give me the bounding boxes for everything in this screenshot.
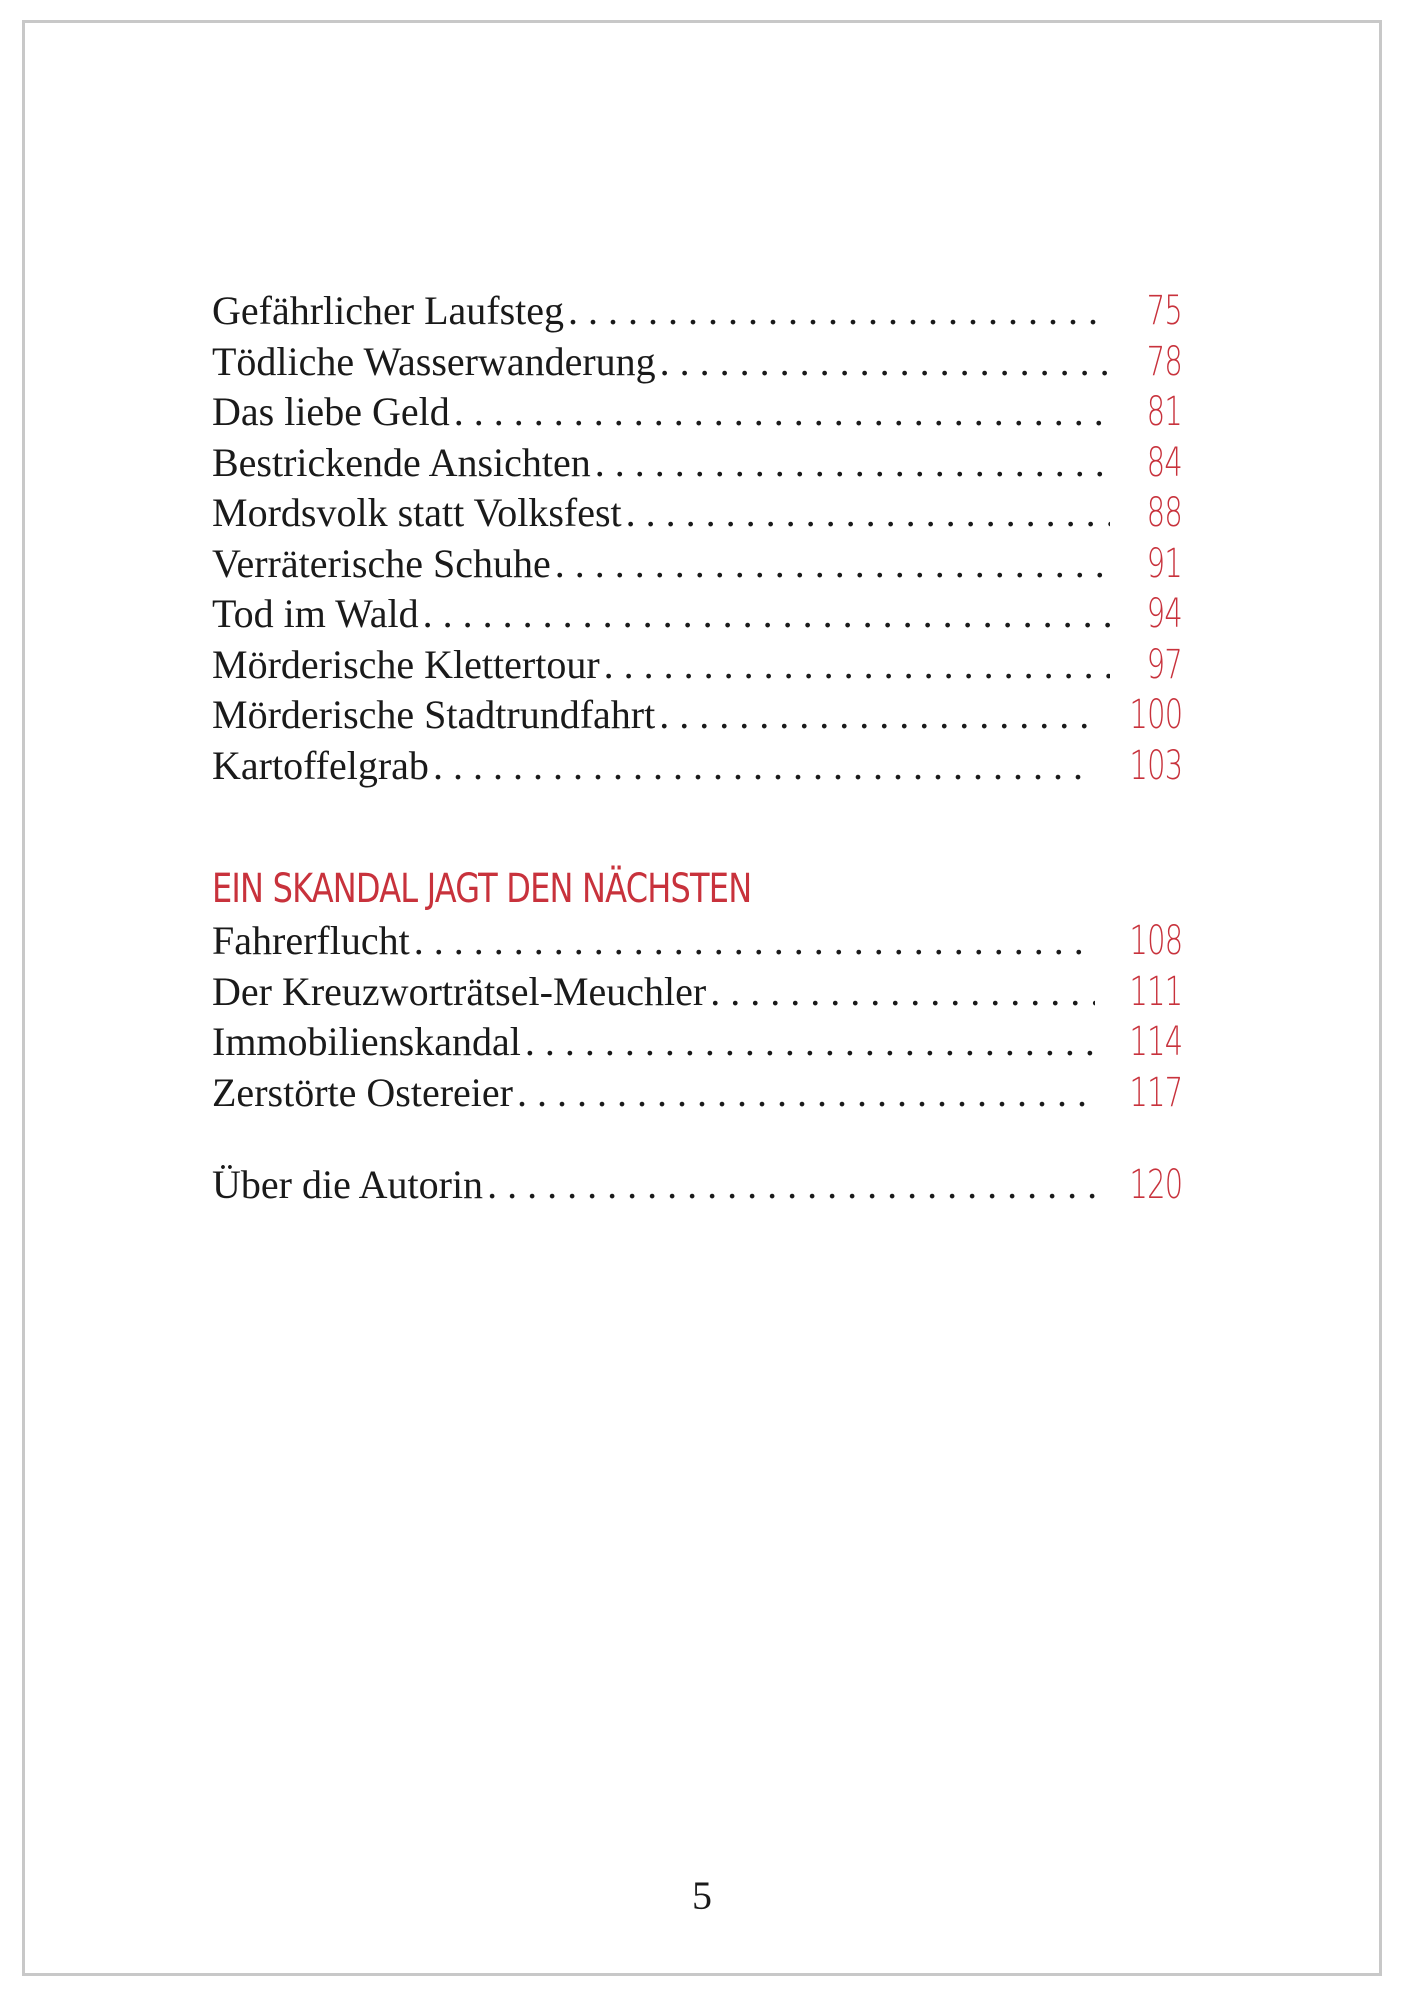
dot-leader <box>659 690 1094 741</box>
toc-entry-title: Zerstörte Ostereier <box>212 1069 513 1115</box>
toc-entry[interactable] <box>212 916 1182 967</box>
toc-entry[interactable] <box>212 741 1182 792</box>
dot-leader <box>525 1017 1095 1068</box>
toc-entry-page: 81 <box>1146 389 1182 435</box>
toc-entry[interactable] <box>212 337 1182 388</box>
toc-block-1 <box>212 286 1182 791</box>
dot-leader <box>710 967 1094 1018</box>
toc-entry[interactable] <box>212 967 1182 1018</box>
toc-entry-title: Kartoffelgrab <box>212 742 429 788</box>
toc-entry-page: 88 <box>1146 490 1182 536</box>
dot-leader <box>660 337 1110 388</box>
dot-leader <box>555 539 1110 590</box>
toc-entry-title: Tödliche Wasserwanderung <box>212 338 656 384</box>
dot-leader <box>423 589 1110 640</box>
dot-leader <box>487 1160 1095 1211</box>
toc-entry-title: Mordsvolk statt Volksfest <box>212 490 622 535</box>
toc-entry-title: Bestrickende Ansichten <box>212 439 591 485</box>
dot-leader <box>454 387 1110 438</box>
toc-block-3 <box>212 1160 1182 1211</box>
toc-entry-title: Fahrerflucht <box>212 918 410 963</box>
toc-entry[interactable] <box>212 438 1182 489</box>
toc-entry-page: 100 <box>1129 692 1182 738</box>
toc-entry-page: 120 <box>1129 1162 1182 1208</box>
toc-entry-title: Der Kreuzworträtsel-Meuchler <box>212 968 707 1014</box>
toc-entry-title: Verräterische Schuhe <box>212 540 551 586</box>
section-heading: EIN SKANDAL JAGT DEN NÄCHSTEN <box>212 866 752 912</box>
toc-entry-title: Tod im Wald <box>212 591 419 636</box>
dot-leader <box>626 488 1110 539</box>
toc-entry[interactable] <box>212 387 1182 438</box>
toc-entry-title: Das liebe Geld <box>212 389 450 434</box>
dot-leader <box>595 438 1110 489</box>
toc-entry-page: 111 <box>1129 968 1182 1015</box>
toc-entry[interactable] <box>212 1068 1182 1119</box>
toc-entry-title: Mörderische Stadtrundfahrt <box>212 692 656 737</box>
toc-entry[interactable] <box>212 640 1182 691</box>
toc-entry-page: 94 <box>1146 591 1182 637</box>
toc-entry-page: 91 <box>1146 540 1182 587</box>
toc-entry-page: 97 <box>1146 641 1182 688</box>
dot-leader <box>517 1068 1095 1119</box>
dot-leader <box>604 640 1110 691</box>
toc-section <box>212 862 1182 1118</box>
page-number: 5 <box>692 1873 712 1918</box>
toc-entry-page: 114 <box>1129 1019 1182 1065</box>
toc-entry-page: 103 <box>1129 742 1182 789</box>
toc-entry-title: Immobilienskandal <box>212 1019 521 1064</box>
toc-entry-title: Gefährlicher Laufsteg <box>212 288 565 333</box>
toc-entry-page: 108 <box>1129 918 1182 964</box>
toc-entry[interactable] <box>212 539 1182 590</box>
dot-leader <box>433 741 1095 792</box>
toc-entry[interactable] <box>212 589 1182 640</box>
toc-entry-title: Über die Autorin <box>212 1162 484 1207</box>
toc-entry[interactable] <box>212 690 1182 741</box>
toc-entry[interactable] <box>212 1160 1182 1211</box>
toc-entry-page: 78 <box>1146 338 1182 385</box>
toc-entry-page: 84 <box>1146 439 1182 486</box>
toc-entry-page: 75 <box>1146 288 1182 334</box>
toc-entry[interactable] <box>212 1017 1182 1068</box>
dot-leader <box>568 286 1110 337</box>
toc-entry-page: 117 <box>1129 1069 1182 1116</box>
toc-entry[interactable] <box>212 286 1182 337</box>
toc-entry-title: Mörderische Klettertour <box>212 641 600 687</box>
toc-entry[interactable] <box>212 488 1182 539</box>
dot-leader <box>414 916 1095 967</box>
